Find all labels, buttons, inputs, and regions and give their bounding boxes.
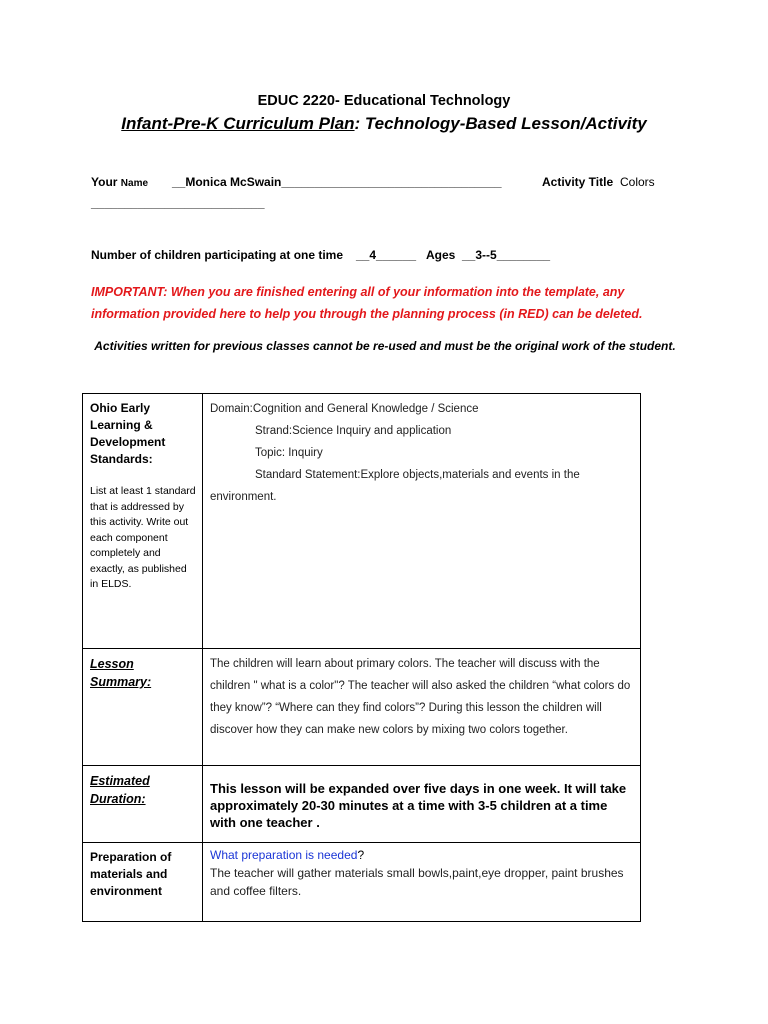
- ages-label: Ages: [426, 248, 456, 262]
- preparation-content-cell[interactable]: [203, 843, 641, 922]
- standards-statement-continued: environment.: [210, 491, 277, 503]
- activity-title-label: Activity Title: [542, 175, 614, 189]
- name-label-your: Your: [91, 175, 118, 189]
- preparation-row: [83, 843, 641, 922]
- standards-statement: Standard Statement:Explore objects,materials and events in the: [255, 469, 580, 481]
- course-title: EDUC 2220- Educational Technology: [257, 93, 511, 109]
- preparation-prompt-mark: ?: [357, 848, 365, 862]
- name-value[interactable]: __Monica McSwain_________________________________: [172, 175, 502, 189]
- summary-row: [83, 649, 641, 766]
- duration-content-cell[interactable]: [203, 766, 641, 843]
- activity-title-value[interactable]: Colors: [620, 175, 655, 189]
- plan-title-underlined: Infant-Pre-K Curriculum Plan: [121, 114, 355, 133]
- preparation-heading: Preparation of materials and environment: [90, 850, 172, 898]
- name-label: [91, 175, 148, 189]
- preparation-prompt: What preparation is needed: [210, 848, 358, 862]
- duration-text: This lesson will be expanded over five days in one week. It will take approximately 20-30 minutes at a time with 3-5 children at a time with one teacher .: [210, 781, 627, 830]
- name-label-name: Name: [120, 178, 149, 189]
- summary-heading-cell: [83, 649, 203, 766]
- standards-heading-cell: [83, 394, 203, 649]
- summary-content-cell[interactable]: [203, 649, 641, 766]
- duration-row: [83, 766, 641, 843]
- standards-heading: Ohio Early Learning & Development Standards:: [90, 401, 166, 466]
- summary-text: The children will learn about primary colors. The teacher will discuss with the children " what is a color"? The teacher will also asked the children “what colors do they know”? “Where can they find colors”? During this lesson the children will discover how they can make new colors by mixing two colors together.: [210, 658, 631, 736]
- ages-value[interactable]: __3--5________: [462, 248, 551, 262]
- important-note: IMPORTANT: When you are finished entering all of your information into the template, any information provided here to help you through the planning process (in RED) can be deleted.: [91, 285, 643, 321]
- duration-heading: Estimated Duration:: [90, 774, 150, 806]
- lesson-plan-table: [82, 393, 641, 922]
- standards-strand: Strand:Science Inquiry and application: [255, 425, 452, 437]
- num-children-value[interactable]: __4______: [356, 248, 417, 262]
- standards-content-cell[interactable]: [203, 394, 641, 649]
- summary-heading: Lesson Summary:: [90, 657, 152, 689]
- plan-title: [0, 114, 768, 134]
- standards-help: List at least 1 standard that is addressed by this activity. Write out each component completely and exactly, as published in ELDS.: [90, 485, 196, 590]
- preparation-prompt-line: [210, 847, 634, 864]
- preparation-text: The teacher will gather materials small bowls,paint,eye dropper, paint brushes and coffee filters.: [210, 866, 624, 898]
- num-children-label: Number of children participating at one time: [91, 248, 344, 262]
- duration-heading-cell: [83, 766, 203, 843]
- plan-title-rest: : Technology-Based Lesson/Activity: [354, 114, 647, 133]
- preparation-heading-cell: [83, 843, 203, 922]
- previous-classes-note: Activities written for previous classes cannot be re-used and must be the original work of the student.: [94, 339, 676, 353]
- standards-domain: Domain:Cognition and General Knowledge / Science: [210, 403, 479, 415]
- standards-topic: Topic: Inquiry: [255, 447, 323, 459]
- name-value-continued: __________________________: [91, 196, 265, 210]
- standards-row: [83, 394, 641, 649]
